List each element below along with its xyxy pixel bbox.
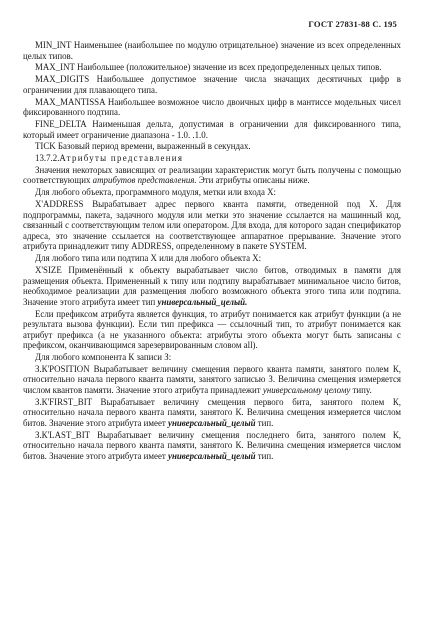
- paragraph-first-bit: [23, 397, 401, 429]
- paragraph-last-bit-type: универсальный_целый: [168, 450, 256, 461]
- paragraph-size-text: X'SIZE Применённый к объекту вырабатывает число битов, отводимых в памяти для размещения объекта. Примененный к типу или подтипу вырабатывает минимальное число битов, необходимое реализации для размещения любого возможного объекта этого типа или подтипа. Значение этого атрибута имеет тип: [23, 264, 401, 307]
- paragraph-min-int: MIN_INT Наименьшее (наибольшее по модулю отрицательное) значение из всех определенных целых типов.: [23, 40, 401, 61]
- paragraph-first-bit-text: З.К'FIRST_BIT Вырабатывает величину смещения первого бита, занятого полем К, относительно начала первого кванта памяти, занятого К. Величина смещения измеряется числом битов. Значение этого атрибута имеет: [23, 396, 401, 428]
- paragraph-for-object: Для любого объекта, программного модуля, метки или входа X:: [35, 187, 277, 198]
- paragraph-prefix: Если префиксом атрибута является функция, то атрибут понимается как атрибут функции (а не результата вызова функции). Если тип префикса — ссылочный тип, то атрибут понимается как атрибут префикса (а не указанного объекта: атрибуты этого объекта могут быть записаны с префиксом, оканчивающимся зарезервированным словом all).: [23, 308, 401, 351]
- paragraph-max-digits: MAX_DIGITS Наибольшее допустимое значение числа значащих десятичных цифр в ограничении для плавающего типа.: [23, 74, 401, 95]
- paragraph-intro-term: атрибутов представления.: [92, 175, 197, 186]
- paragraph-for-component: Для любого компонента К записи З:: [35, 352, 172, 363]
- section-number: 13.7.2.: [35, 153, 60, 164]
- paragraph-last-bit-text: З.К'LAST_BIT Вырабатывает величину смещения последнего бита, занятого полем К, относительно начала первого кванта памяти, занятого К. Величина смещения измеряется числом битов. Значение этого атрибута имеет: [23, 429, 401, 461]
- paragraph-intro: [23, 165, 401, 186]
- paragraph-intro-text: Значения некоторых зависящих от реализации характеристик могут быть получены с помощью соответствующих: [23, 164, 401, 186]
- paragraph-first-bit-tail: тип.: [257, 418, 274, 428]
- paragraph-first-bit-type: универсальный_целый: [168, 418, 256, 428]
- paragraph-intro-tail: Эти атрибуты описаны ниже.: [198, 175, 310, 186]
- paragraph-position: [23, 364, 401, 396]
- section-heading: [23, 153, 401, 164]
- paragraph-max-int: MAX_INT Наибольшее (положительное) значение из всех предопределенных целых типов.: [35, 62, 382, 73]
- paragraph-last-bit: [23, 430, 401, 462]
- page-header: ГОСТ 27831-88 С. 195: [308, 19, 397, 29]
- paragraph-position-tail: типу.: [352, 385, 372, 396]
- paragraph-for-type: Для любого типа или подтипа X или для любого объекта X:: [35, 253, 262, 264]
- paragraph-position-text: З.К'POSITION Вырабатывает величину смещения первого кванта памяти, занятого полем К, относительно начала первого кванта памяти, занятого записью З. Величина смещения измеряется числом квантов памяти. Значение этого атрибута принадлежит: [23, 363, 401, 396]
- paragraph-position-type: универсальному целому: [262, 385, 351, 396]
- paragraph-size: [23, 265, 401, 307]
- paragraph-size-type: универсальный_целый.: [157, 296, 248, 307]
- paragraph-max-mantissa: MAX_MANTISSA Наибольшее возможное число двоичных цифр в мантиссе модельных чисел фиксированного подтипа.: [23, 96, 401, 118]
- document-body: [23, 40, 401, 463]
- section-title: Атрибуты представления: [59, 153, 184, 164]
- paragraph-fine-delta: FINE_DELTA Наименьшая дельта, допустимая в ограничении для фиксированного типа, который имеет ограничение диапазона - 1.0. .1.0.: [23, 118, 401, 140]
- paragraph-tick: TICK Базовый период времени, выраженный в секундах.: [35, 141, 251, 152]
- paragraph-address: X'ADDRESS Вырабатывает адрес первого кванта памяти, отведенной под X. Для подпрограммы, пакета, задачного модуля или метки это значение ссылается на машинный код, связанный с соответствующим телом или оператором. Для входа, для которого задан спецификатор адреса, это значение ссылается на соответствующее аппаратное прерывание. Значение этого атрибута принадлежит типу ADDRESS, определенному в пакете SYSTEM.: [23, 199, 401, 252]
- paragraph-last-bit-tail: тип.: [257, 450, 274, 461]
